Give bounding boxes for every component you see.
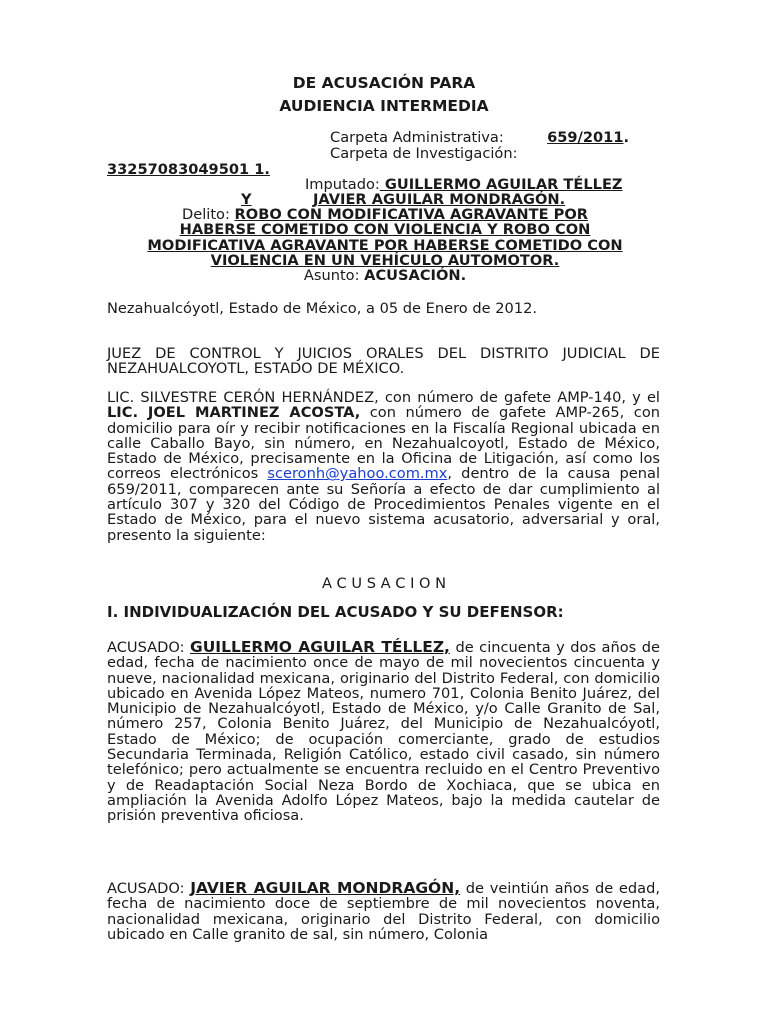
accused-1-paragraph <box>107 640 660 824</box>
carpeta-administrativa-value: 659/2011 <box>547 129 624 146</box>
asunto-label: Asunto: <box>303 267 360 285</box>
carpeta-investigacion-value: 33257083049501 1. <box>107 161 270 178</box>
imputado-name-1: GUILLERMO AGUILAR TÉLLEZ <box>379 176 623 193</box>
accused-1-label: ACUSADO: <box>107 639 190 656</box>
intro-paragraph <box>107 390 660 543</box>
imputado-label: Imputado: <box>305 176 380 193</box>
delito-line-3: MODIFICATIVA AGRAVANTE POR HABERSE COMETIDO CON <box>147 236 623 254</box>
delito-label: Delito: <box>182 206 230 223</box>
carpeta-administrativa-label: Carpeta Administrativa: <box>330 129 504 146</box>
accused-2-text: de veintiún años de edad, fecha de nacimiento doce de septiembre de mil novecientos noventa, nacionalidad mexicana, originario del Distrito Federal, con domicilio ubicado en Calle granito de sal, sin número, Colonia <box>107 880 660 943</box>
accused-2-name: JAVIER AGUILAR MONDRAGÓN, <box>190 879 461 897</box>
carpeta-investigacion-label: Carpeta de Investigación: <box>330 145 518 162</box>
delito-line-4: VIOLENCIA EN UN VEHÍCULO AUTOMOTOR. <box>210 251 560 269</box>
document-title-line2: AUDIENCIA INTERMEDIA <box>279 97 489 115</box>
accused-2-label: ACUSADO: <box>107 880 191 897</box>
intro-text-1: LIC. SILVESTRE CERÓN HERNÁNDEZ, con número de gafete AMP-140, y el <box>107 389 660 406</box>
section-heading-acusacion: A C U S A C I O N <box>321 575 447 592</box>
carpeta-administrativa-period: . <box>623 129 630 146</box>
carpeta-administrativa-row <box>330 129 629 146</box>
delito-line-2: HABERSE COMETIDO CON VIOLENCIA Y ROBO CON <box>179 221 591 239</box>
imputado-name-2: JAVIER AGUILAR MONDRAGÓN. <box>313 191 566 208</box>
document-title-line1: DE ACUSACIÓN PARA <box>292 74 476 92</box>
prosecutor-name-2: LIC. JOEL MARTINEZ ACOSTA, <box>107 404 361 422</box>
imputado-y: Y <box>241 191 252 208</box>
subsection-heading-1: I. INDIVIDUALIZACIÓN DEL ACUSADO Y SU DEFENSOR: <box>107 603 564 621</box>
intro-text-2: con número de gafete AMP-265, con domicilio para oír y recibir notificaciones en la Fiscalía Regional ubicada en calle Caballo Bayo, sin número, en Nezahualcoyotl, Estado de México, Estado de México, precisamente en la Oficina de Litigación, así como los correos electrónicos <box>107 404 660 483</box>
intro-text-3: , dentro de la causa penal 659/2011, comparecen ante su Señoría a efecto de dar cumplimiento al artículo 307 y 320 del Código de Procedimientos Penales vigente en el Estado de México, para el nuevo sistema acusatorio, adversarial y oral, presento la siguiente: <box>107 465 661 544</box>
place-date: Nezahualcóyotl, Estado de México, a 05 de Enero de 2012. <box>107 300 538 317</box>
asunto-value: ACUSACIÓN. <box>364 267 467 285</box>
addressee: JUEZ DE CONTROL Y JUICIOS ORALES DEL DISTRITO JUDICIAL DE NEZAHUALCOYOTL, ESTADO DE MÉXICO. <box>107 345 660 378</box>
accused-1-name: GUILLERMO AGUILAR TÉLLEZ, <box>190 638 450 656</box>
delito-block <box>115 207 655 283</box>
delito-line-1: ROBO CON MODIFICATIVA AGRAVANTE POR <box>234 206 588 223</box>
accused-1-text: de cincuenta y dos años de edad, fecha de nacimiento once de mayo de mil novecientos cincuenta y nueve, nacionalidad mexicana, originario del Distrito Federal, con domicilio ubicado en Avenida López Mateos, numero 701, Colonia Benito Juárez, del Municipio de Nezahualcóyotl, Estado de México, y/o Calle Granito de Sal, número 257, Colonia Benito Juárez, del Municipio de Nezahualcóyotl, Estado de México; de ocupación comerciante, grado de estudios Secundaria Terminada, Religión Católico, estado civil casado, sin número telefónico; pero actualmente se encuentra recluido en el Centro Preventivo y de Readaptación Social Neza Bordo de Xochiaca, que se ubica en ampliación la Avenida Adolfo López Mateos, bajo la medida cautelar de prisión preventiva oficiosa. <box>107 639 661 825</box>
accused-2-paragraph <box>107 881 660 942</box>
email-link[interactable]: sceronh@yahoo.com.mx <box>267 465 448 483</box>
